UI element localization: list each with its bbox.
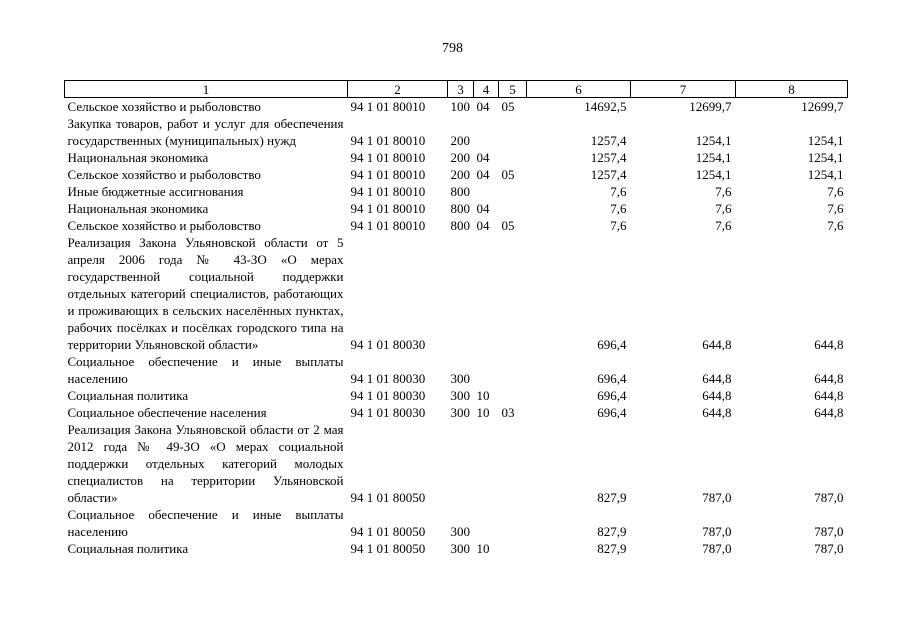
expense-type: 100 (450, 99, 470, 114)
expense-type: 300 (450, 405, 470, 420)
subsection: 03 (501, 405, 515, 420)
amount-col-6: 696,4 (597, 405, 627, 420)
amount-col-6: 696,4 (597, 337, 627, 352)
amount-col-8: 1254,1 (807, 150, 844, 165)
subsection (499, 149, 527, 166)
amount-col-6: 1257,4 (590, 150, 627, 165)
row-name: Национальная экономика (67, 201, 209, 216)
subsection (499, 506, 527, 540)
table-row (65, 387, 848, 404)
expense-type: 800 (450, 218, 470, 233)
amount-col-6: 7,6 (610, 218, 627, 233)
amount-col-6: 827,9 (597, 541, 627, 556)
amount-col-6: 1257,4 (590, 167, 627, 182)
row-name: Социальное обеспечение населения (67, 405, 267, 420)
section: 10 (476, 405, 490, 420)
table-row (65, 506, 848, 540)
row-name: Закупка товаров, работ и услуг для обеспечения государственных (муниципальных) нужд (67, 116, 344, 148)
expense-type: 300 (450, 541, 470, 556)
amount-col-6: 827,9 (597, 524, 627, 539)
subsection (499, 421, 527, 506)
expense-type: 300 (450, 388, 470, 403)
amount-col-6: 7,6 (610, 184, 627, 199)
amount-col-8: 1254,1 (807, 167, 844, 182)
section (474, 506, 499, 540)
amount-col-7: 787,0 (702, 490, 732, 505)
expense-type (448, 421, 474, 506)
amount-col-8: 7,6 (827, 201, 844, 216)
amount-col-7: 7,6 (715, 184, 732, 199)
row-name: Социальное обеспечение и иные выплаты населению (67, 507, 344, 539)
row-name: Национальная экономика (67, 150, 209, 165)
target-code: 94 1 01 80010 (350, 167, 426, 182)
expense-type: 200 (450, 167, 470, 182)
section: 04 (476, 167, 490, 182)
section (474, 115, 499, 149)
section: 10 (476, 541, 490, 556)
row-name: Сельское хозяйство и рыболовство (67, 99, 261, 114)
amount-col-7: 787,0 (702, 541, 732, 556)
section (474, 234, 499, 353)
amount-col-6: 696,4 (597, 388, 627, 403)
expense-type: 200 (450, 133, 470, 148)
target-code: 94 1 01 80030 (350, 337, 426, 352)
amount-col-8: 644,8 (814, 371, 844, 386)
amount-col-8: 12699,7 (801, 99, 844, 114)
section: 10 (476, 388, 490, 403)
amount-col-6: 1257,4 (590, 133, 627, 148)
table-body (65, 98, 848, 558)
target-code: 94 1 01 80010 (350, 184, 426, 199)
subsection (499, 387, 527, 404)
section (474, 421, 499, 506)
section: 04 (476, 218, 490, 233)
amount-col-7: 7,6 (715, 218, 732, 233)
amount-col-8: 787,0 (814, 524, 844, 539)
subsection (499, 540, 527, 557)
expense-type: 800 (450, 184, 470, 199)
header-col-5: 5 (499, 81, 527, 98)
table-row (65, 115, 848, 149)
target-code: 94 1 01 80010 (350, 99, 426, 114)
table-row (65, 98, 848, 116)
table-row (65, 200, 848, 217)
expense-type (448, 234, 474, 353)
header-col-7: 7 (631, 81, 736, 98)
section: 04 (476, 201, 490, 216)
amount-col-7: 1254,1 (695, 150, 732, 165)
table-row (65, 166, 848, 183)
header-col-2: 2 (348, 81, 448, 98)
amount-col-7: 644,8 (702, 388, 732, 403)
amount-col-8: 7,6 (827, 218, 844, 233)
row-name: Сельское хозяйство и рыболовство (67, 218, 261, 233)
section (474, 353, 499, 387)
expense-type: 300 (450, 371, 470, 386)
amount-col-8: 644,8 (814, 405, 844, 420)
amount-col-7: 7,6 (715, 201, 732, 216)
row-name: Социальная политика (67, 541, 189, 556)
expense-type: 300 (450, 524, 470, 539)
amount-col-7: 12699,7 (689, 99, 732, 114)
target-code: 94 1 01 80050 (350, 490, 426, 505)
subsection (499, 200, 527, 217)
row-name: Реализация Закона Ульяновской области от 5 апреля 2006 года № 43-ЗО «О мерах государственной социальной поддержки отдельных категорий специалистов, работающих и проживающих в сельских населённых пунктах, рабочих посёлках и посёлках городского типа на территории Ульяновской области» (67, 235, 344, 352)
section (474, 183, 499, 200)
target-code: 94 1 01 80010 (350, 133, 426, 148)
header-col-4: 4 (474, 81, 499, 98)
row-name: Иные бюджетные ассигнования (67, 184, 244, 199)
row-name: Социальное обеспечение и иные выплаты населению (67, 354, 344, 386)
amount-col-6: 7,6 (610, 201, 627, 216)
header-col-8: 8 (736, 81, 848, 98)
amount-col-6: 696,4 (597, 371, 627, 386)
header-col-1: 1 (65, 81, 348, 98)
expense-type: 200 (450, 150, 470, 165)
table-row (65, 421, 848, 506)
target-code: 94 1 01 80050 (350, 524, 426, 539)
table-row (65, 149, 848, 166)
table-row (65, 234, 848, 353)
amount-col-6: 14692,5 (584, 99, 627, 114)
amount-col-7: 1254,1 (695, 167, 732, 182)
row-name: Реализация Закона Ульяновской области от 2 мая 2012 года № 49-ЗО «О мерах социальной поддержки отдельных категорий молодых специалистов на территории Ульяновской области» (67, 422, 344, 505)
header-col-6: 6 (527, 81, 631, 98)
amount-col-7: 644,8 (702, 405, 732, 420)
subsection (499, 353, 527, 387)
amount-col-7: 644,8 (702, 337, 732, 352)
amount-col-6: 827,9 (597, 490, 627, 505)
subsection (499, 183, 527, 200)
amount-col-8: 787,0 (814, 541, 844, 556)
target-code: 94 1 01 80010 (350, 150, 426, 165)
amount-col-8: 787,0 (814, 490, 844, 505)
amount-col-7: 644,8 (702, 371, 732, 386)
section: 04 (476, 150, 490, 165)
table-row (65, 183, 848, 200)
header-row (65, 81, 848, 98)
target-code: 94 1 01 80050 (350, 541, 426, 556)
amount-col-8: 644,8 (814, 388, 844, 403)
budget-table (64, 80, 848, 557)
table-row (65, 353, 848, 387)
amount-col-7: 787,0 (702, 524, 732, 539)
amount-col-8: 1254,1 (807, 133, 844, 148)
target-code: 94 1 01 80030 (350, 388, 426, 403)
table-row (65, 540, 848, 557)
row-name: Социальная политика (67, 388, 189, 403)
target-code: 94 1 01 80030 (350, 371, 426, 386)
subsection: 05 (501, 99, 515, 114)
amount-col-8: 7,6 (827, 184, 844, 199)
subsection (499, 234, 527, 353)
table-row (65, 217, 848, 234)
subsection: 05 (501, 218, 515, 233)
table-row (65, 404, 848, 421)
amount-col-8: 644,8 (814, 337, 844, 352)
target-code: 94 1 01 80030 (350, 405, 426, 420)
subsection: 05 (501, 167, 515, 182)
row-name: Сельское хозяйство и рыболовство (67, 167, 261, 182)
amount-col-7: 1254,1 (695, 133, 732, 148)
subsection (499, 115, 527, 149)
expense-type: 800 (450, 201, 470, 216)
section: 04 (476, 99, 490, 114)
target-code: 94 1 01 80010 (350, 201, 426, 216)
target-code: 94 1 01 80010 (350, 218, 426, 233)
page-number: 798 (442, 41, 463, 56)
header-col-3: 3 (448, 81, 474, 98)
